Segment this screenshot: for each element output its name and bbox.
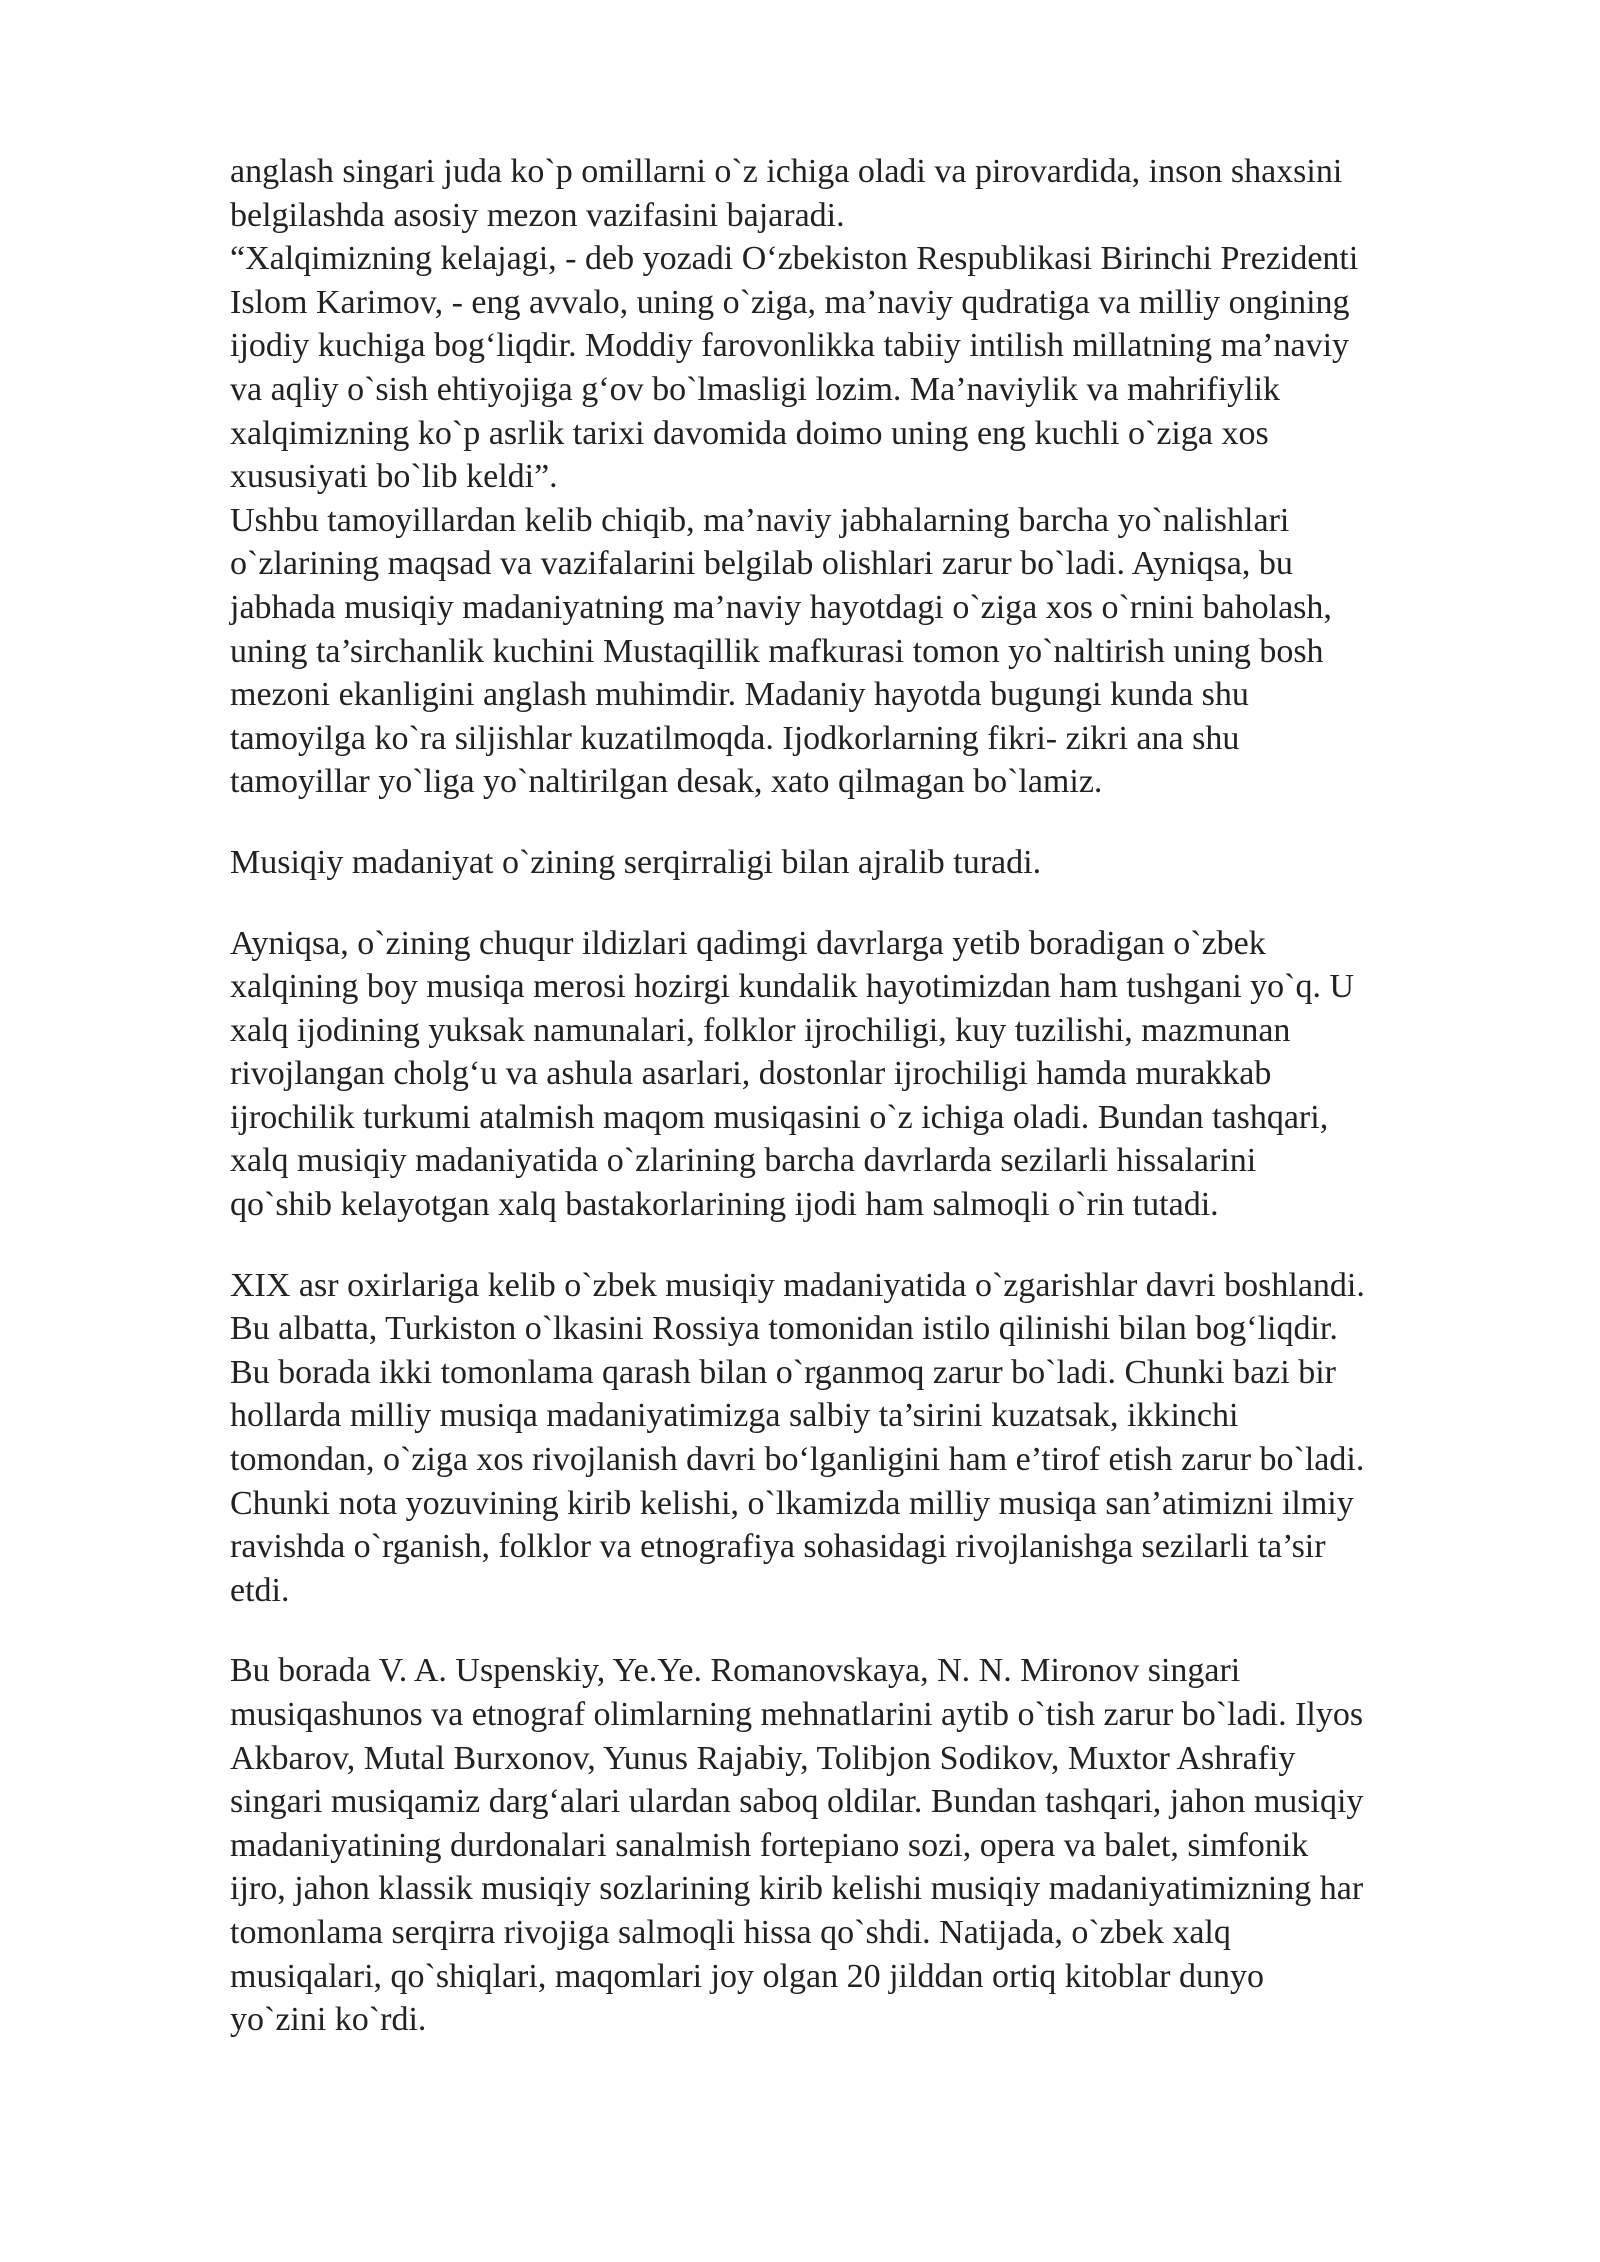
paragraph-6: XIX asr oxirlariga kelib o`zbek musiqiy madaniyatida o`zgarishlar davri boshlandi. Bu albatta, Turkiston o`lkasini Rossiya tomonidan istilo qilinishi bilan bog‘liqdir. Bu borada ikki tomonlama qarash bilan o`rganmoq zarur bo`ladi. Chunki bazi bir hollarda milliy musiqa madaniyatimizga salbiy ta’sirini kuzatsak, ikkinchi tomondan, o`ziga xos rivojlanish davri bo‘lganligini ham e’tirof etish zarur bo`ladi. Chunki nota yozuvining kirib kelishi, o`lkamizda milliy musiqa san’atimizni ilmiy ravishda o`rganish, folklor va etnografiya sohasidagi rivojlanishga sezilarli ta’sir etdi. bbox=[230, 1266, 1365, 1609]
paragraph-5: Ayniqsa, o`zining chuqur ildizlari qadimgi davrlarga yetib boradigan o`zbek xalqining boy musiqa merosi hozirgi kundalik hayotimizdan ham tushgani yo`q. U xalq ijodining yuksak namunalari, folklor ijrochiligi, kuy tuzilishi, mazmunan rivojlangan cholg‘u va ashula asarlari, dostonlar ijrochiligi hamda murakkab ijrochilik turkumi atalmish maqom musiqasini o`z ichiga oladi. Bundan tashqari, xalq musiqiy madaniyatida o`zlarining barcha davrlarda sezilarli hissalarini qo`shib kelayotgan xalq bastakorlarining ijodi ham salmoqli o`rin tutadi. bbox=[230, 924, 1355, 1224]
paragraph-4: Musiqiy madaniyat o`zining serqirraligi bilan ajralib turadi. bbox=[230, 843, 1042, 881]
paragraph-3: Ushbu tamoyillardan kelib chiqib, ma’naviy jabhalarning barcha yo`nalishlari o`zlarining maqsad va vazifalarini belgilab olishlari zarur bo`ladi. Ayniqsa, bu jabhada musiqiy madaniyatning ma’naviy hayotdagi o`ziga xos o`rnini baholash, uning ta’sirchanlik kuchini Mustaqillik mafkurasi tomon yo`naltirish uning bosh mezoni ekanligini anglash muhimdir. Madaniy hayotda bugungi kunda shu tamoyilga ko`ra siljishlar kuzatilmoqda. Ijodkorlarning fikri- zikri ana shu tamoyillar yo`liga yo`naltirilgan desak, xato qilmagan bo`lamiz. bbox=[230, 501, 1332, 801]
paragraph-1: anglash singari juda ko`p omillarni o`z ichiga oladi va pirovardida, inson shaxsini belgilashda asosiy mezon vazifasini bajaradi. bbox=[230, 153, 1343, 234]
paragraph-7: Bu borada V. A. Uspenskiy, Ye.Ye. Romanovskaya, N. N. Mironov singari musiqashunos va etnograf olimlarning mehnatlarini aytib o`tish zarur bo`ladi. Ilyos Akbarov, Mutal Burxonov, Yunus Rajabiy, Tolibjon Sodikov, Muxtor Ashrafiy singari musiqamiz darg‘alari ulardan saboq oldilar. Bundan tashqari, jahon musiqiy madaniyatining durdonalari sanalmish fortepiano sozi, opera va balet, simfonik ijro, jahon klassik musiqiy sozlarining kirib kelishi musiqiy madaniyatimizning har tomonlama serqirra rivojiga salmoqli hissa qo`shdi. Natijada, o`zbek xalq musiqalari, qo`shiqlari, maqomlari joy olgan 20 jilddan ortiq kitoblar dunyo yo`zini ko`rdi. bbox=[230, 1652, 1364, 2039]
document-page bbox=[230, 150, 1530, 2042]
paragraph-2-quote: “Xalqimizning kelajagi, - deb yozadi O‘zbekiston Respublikasi Birinchi Prezidenti Islom Karimov, - eng avvalo, uning o`ziga, ma’naviy qudratiga va milliy ongining ijodiy kuchiga bog‘liqdir. Moddiy farovonlikka tabiiy intilish millatning ma’naviy va aqliy o`sish ehtiyojiga g‘ov bo`lmasligi lozim. Ma’naviylik va mahrifiylik xalqimizning ko`p asrlik tarixi davomida doimo uning eng kuchli o`ziga xos xususiyati bo`lib keldi”. bbox=[230, 240, 1359, 496]
